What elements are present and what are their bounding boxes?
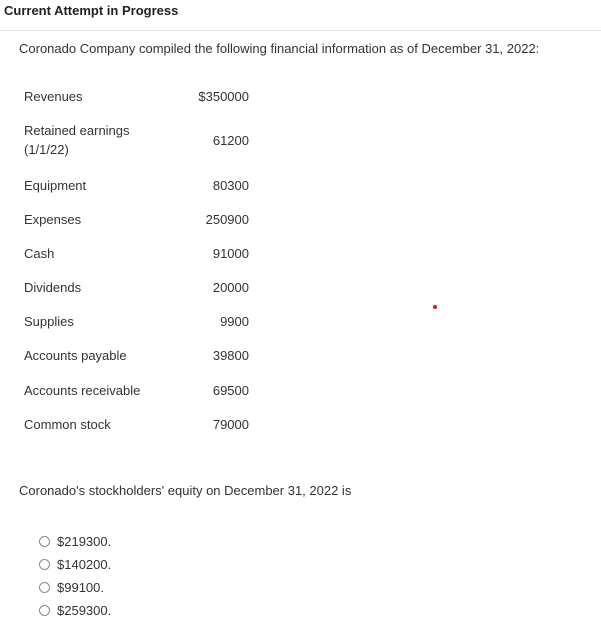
table-row xyxy=(24,87,264,107)
row-value-retained-earnings: 61200 xyxy=(212,133,249,148)
radio-button[interactable] xyxy=(39,559,50,570)
row-label-expenses: Expenses xyxy=(24,212,82,227)
question-prompt: Coronado's stockholders' equity on December 31, 2022 is xyxy=(19,483,352,498)
row-value-supplies: 9900 xyxy=(220,314,249,329)
row-value-dividends: 20000 xyxy=(212,280,249,295)
row-label-common-stock: Common stock xyxy=(24,417,111,432)
answer-option-1[interactable] xyxy=(39,530,111,553)
row-label-cash: Cash xyxy=(24,246,55,261)
table-row xyxy=(24,210,264,230)
answer-option-4[interactable] xyxy=(39,599,111,622)
table-row xyxy=(24,415,264,435)
row-value-equipment: 80300 xyxy=(212,178,249,193)
radio-button[interactable] xyxy=(39,536,50,547)
attempt-status-title: Current Attempt in Progress xyxy=(4,3,179,18)
answer-option-label: $219300. xyxy=(57,534,112,549)
row-value-cash: 91000 xyxy=(212,246,249,261)
radio-button[interactable] xyxy=(39,582,50,593)
header-divider xyxy=(0,30,601,31)
question-intro: Coronado Company compiled the following financial information as of December 31, 2022: xyxy=(19,41,540,56)
table-row xyxy=(24,346,264,366)
answer-option-label: $99100. xyxy=(57,580,104,595)
table-row xyxy=(24,121,264,161)
answer-options xyxy=(39,530,111,622)
row-value-accounts-payable: 39800 xyxy=(212,348,249,363)
answer-option-label: $140200. xyxy=(57,557,112,572)
row-label-dividends: Dividends xyxy=(24,280,82,295)
table-row xyxy=(24,381,264,401)
table-row xyxy=(24,278,264,298)
table-row xyxy=(24,176,264,196)
answer-option-2[interactable] xyxy=(39,553,111,576)
radio-button[interactable] xyxy=(39,605,50,616)
table-row xyxy=(24,244,264,264)
row-label-accounts-receivable: Accounts receivable xyxy=(24,383,141,398)
row-label-retained-earnings: Retained earnings (1/1/22) xyxy=(24,123,130,157)
table-row xyxy=(24,312,264,332)
row-label-equipment: Equipment xyxy=(24,178,87,193)
row-value-expenses: 250900 xyxy=(205,212,249,227)
red-marker-dot xyxy=(433,305,437,309)
answer-option-label: $259300. xyxy=(57,603,112,618)
answer-option-3[interactable] xyxy=(39,576,111,599)
row-value-accounts-receivable: 69500 xyxy=(212,383,249,398)
row-label-supplies: Supplies xyxy=(24,314,74,329)
row-value-revenues: $350000 xyxy=(198,89,249,104)
row-label-revenues: Revenues xyxy=(24,89,83,104)
row-value-common-stock: 79000 xyxy=(212,417,249,432)
row-label-accounts-payable: Accounts payable xyxy=(24,348,127,363)
